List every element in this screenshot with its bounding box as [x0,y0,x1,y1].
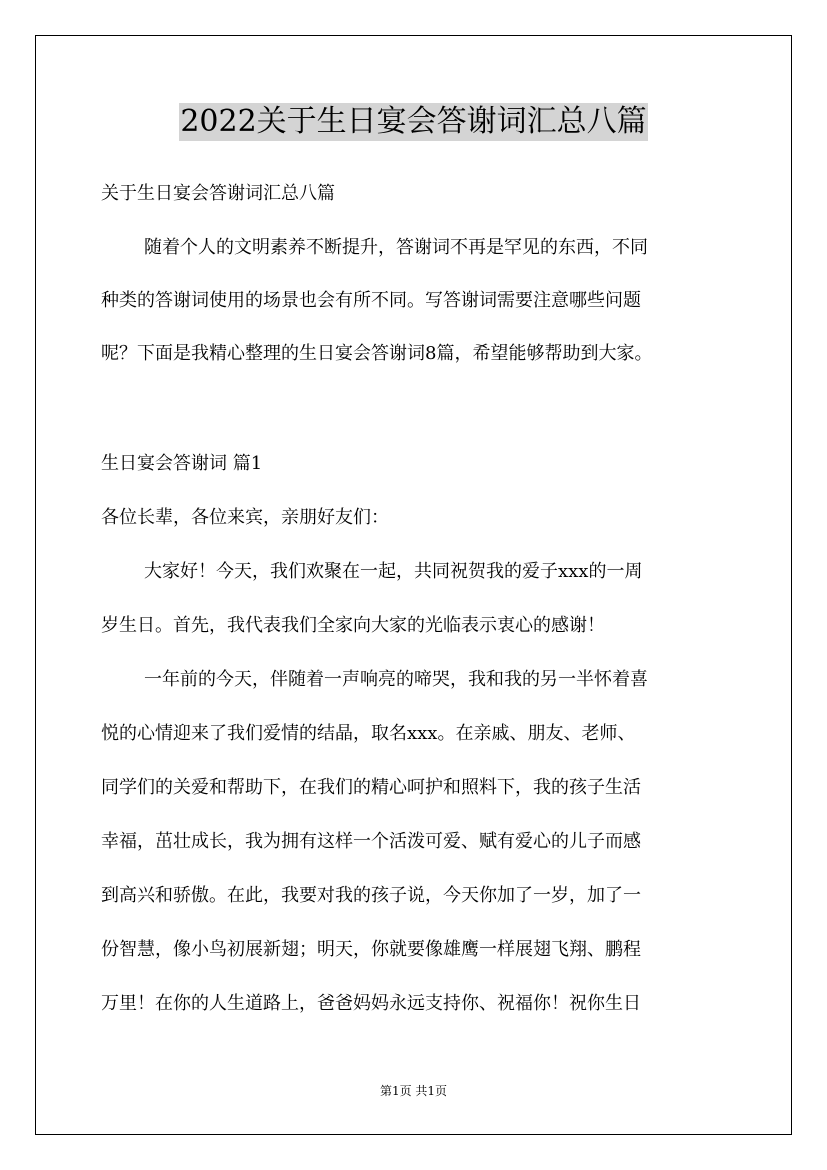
paragraph-2-line-5: 到高兴和骄傲。在此，我要对我的孩子说，今天你加了一岁，加了一 [101,885,641,906]
paragraph-2-line-3: 同学们的关爱和帮助下，在我们的精心呵护和照料下，我的孩子生活 [101,777,641,798]
greeting-line: 各位长辈，各位来宾，亲朋好友们： [101,507,389,528]
paragraph-2-line-4: 幸福，茁壮成长，我为拥有这样一个活泼可爱、赋有爱心的儿子而感 [101,831,641,852]
intro-line-2: 种类的答谢词使用的场景也会有所不同。写答谢词需要注意哪些问题 [101,290,641,311]
paragraph-2-line-7: 万里！在你的人生道路上，爸爸妈妈永远支持你、祝福你！祝你生日 [101,993,641,1014]
paragraph-2-line-2: 悦的心情迎来了我们爱情的结晶，取名xxx。在亲戚、朋友、老师、 [101,723,636,744]
page-footer: 第1页 共1页 [379,1084,448,1098]
paragraph-2-line-1: 一年前的今天，伴随着一声响亮的啼哭，我和我的另一半怀着喜 [144,669,648,690]
document-subtitle: 关于生日宴会答谢词汇总八篇 [101,183,335,204]
title-container [0,103,827,141]
section-heading: 生日宴会答谢词 篇1 [101,453,263,474]
paragraph-1-line-1: 大家好！今天，我们欢聚在一起，共同祝贺我的爱子xxx的一周 [144,561,643,582]
intro-line-1: 随着个人的文明素养不断提升，答谢词不再是罕见的东西，不同 [144,237,648,258]
paragraph-2-line-6: 份智慧，像小鸟初展新翅；明天，你就要像雄鹰一样展翅飞翔、鹏程 [101,939,641,960]
intro-line-3: 呢？下面是我精心整理的生日宴会答谢词8篇，希望能够帮助到大家。 [101,343,653,364]
document-title: 2022关于生日宴会答谢词汇总八篇 [180,104,647,139]
paragraph-1-line-2: 岁生日。首先，我代表我们全家向大家的光临表示衷心的感谢！ [101,615,605,636]
